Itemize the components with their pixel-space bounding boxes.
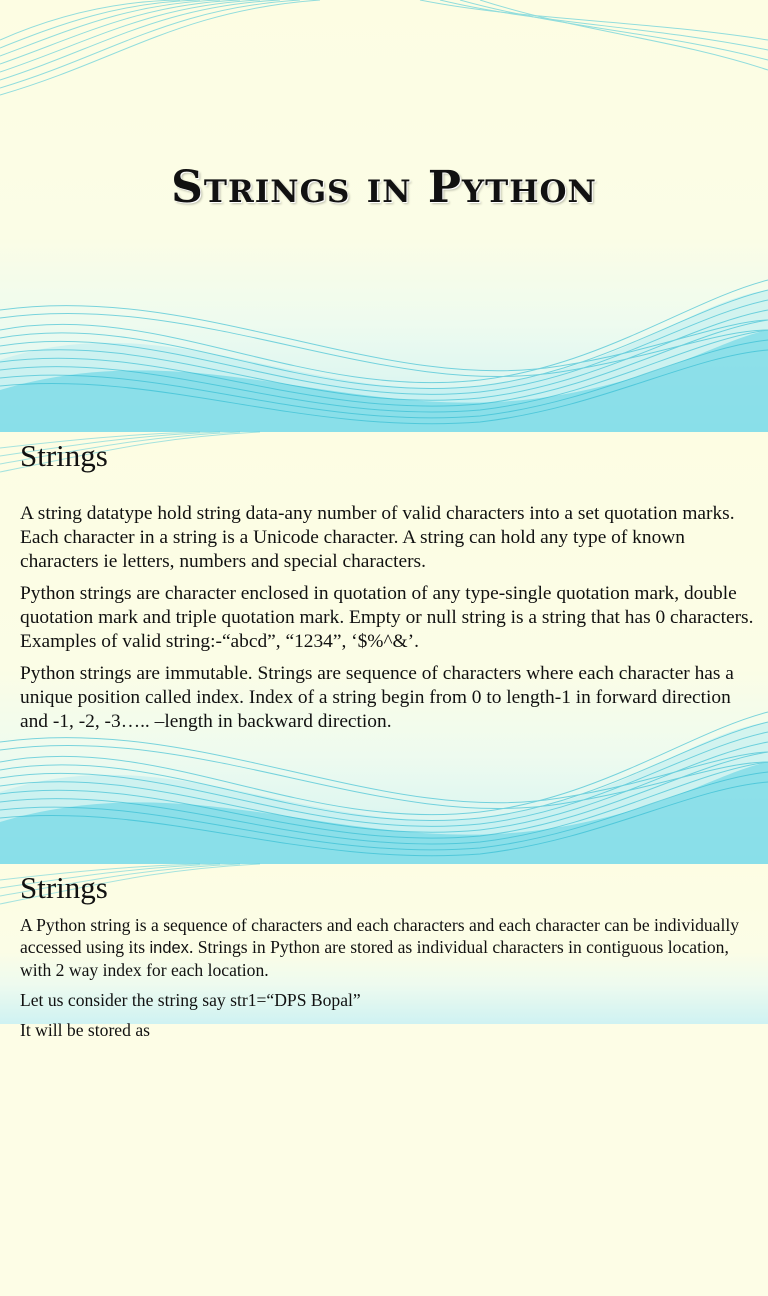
slide-body [20,502,758,742]
paragraph: Let us consider the string say str1=“DPS Bopal” [20,990,361,1010]
title-slide [0,0,768,432]
paragraph-text: A Python string is a sequence of characters and each characters and each character can be individually accessed using its [20,915,740,957]
paragraph: Python strings are immutable. Strings are sequence of characters where each character has a unique position called index. Index of a string begin from 0 to length-1 in forward direction and -1, -2, -3….. –length in backward direction. [20,663,734,732]
wave-background [0,0,768,432]
paragraph-text: . Strings in Python are stored as individual characters in contiguous location, with 2 way index for each location. [20,937,729,980]
paragraph: A string datatype hold string data-any number of valid characters into a set quotation marks. Each character in a string is a Unicode character. A string can hold any type of known characters ie letters, numbers and special characters. [20,503,735,572]
paragraph [20,914,758,981]
strings-definition-slide [0,432,768,864]
paragraph: Python strings are character enclosed in quotation of any type-single quotation mark, double quotation mark and triple quotation mark. Empty or null string is a string that has 0 characters. Examples of valid string:-“abcd”, “1234”, ‘$%^&’. [20,583,754,652]
strings-index-slide [0,864,768,1040]
paragraph: It will be stored as [20,1020,150,1040]
slide-heading: Strings [20,870,108,905]
slide-heading: Strings [20,438,108,473]
slide-body [20,914,758,1049]
index-keyword: index [149,939,189,957]
presentation-title: Strings in Python [171,162,597,213]
